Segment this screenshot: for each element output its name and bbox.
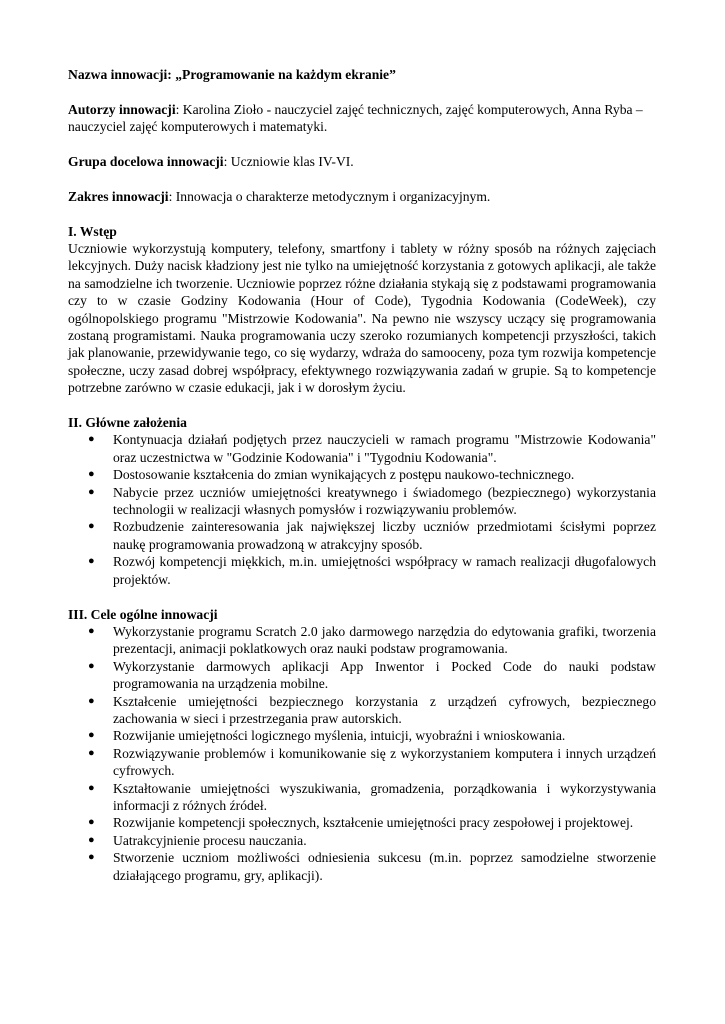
bullet-icon: ●	[88, 659, 95, 672]
innovation-scope	[68, 188, 656, 205]
bullet-icon: ●	[88, 624, 95, 637]
bullet-icon: ●	[88, 851, 95, 864]
document-body	[68, 66, 656, 901]
section-goals-title: III. Cele ogólne innowacji	[68, 606, 218, 622]
list-item	[68, 553, 656, 588]
innovation-name-value: „Programowanie na każdym ekranie”	[175, 67, 396, 82]
bullet-icon: ●	[88, 433, 95, 446]
list-item-text: Wykorzystanie darmowych aplikacji App Inwentor i Pocked Code do nauki podstaw programowania na urządzenia mobilne.	[113, 658, 656, 692]
authors-label: Autorzy innowacji	[68, 101, 176, 117]
list-item-text: Dostosowanie kształcenia do zmian wynikających z postępu naukowo-technicznego.	[113, 467, 575, 483]
bullet-icon: ●	[88, 833, 95, 846]
bullet-icon: ●	[88, 520, 95, 533]
innovation-name-label: Nazwa innowacji:	[68, 67, 172, 82]
list-item-text: Uatrakcyjnienie procesu nauczania.	[113, 832, 307, 848]
goals-list	[68, 623, 656, 884]
list-item	[68, 727, 656, 744]
list-item-text: Rozwiązywanie problemów i komunikowanie się z wykorzystaniem komputera i innych urządzeń cyfrowych.	[113, 745, 656, 779]
list-item	[68, 431, 656, 466]
list-item	[68, 780, 656, 815]
list-item	[68, 745, 656, 780]
list-item	[68, 518, 656, 553]
section-assumptions-title: II. Główne założenia	[68, 415, 187, 431]
bullet-icon: ●	[88, 485, 95, 498]
list-item-text: Stworzenie uczniom możliwości odniesienia sukcesu (m.in. poprzez samodzielne stworzenie działającego programu, gry, aplikacji).	[113, 850, 656, 883]
target-group-label: Grupa docelowa innowacji	[68, 154, 224, 169]
list-item	[68, 814, 656, 831]
list-item	[68, 466, 656, 483]
list-item-text: Rozbudzenie zainteresowania jak największej liczby uczniów przedmiotami ścisłymi poprzez naukę programowania prowadzoną w atrakcyjny sposób.	[113, 519, 656, 552]
innovation-name	[68, 66, 656, 83]
authors-value: : Karolina Zioło - nauczyciel zajęć technicznych, zajęć komputerowych, Anna Ryba – nauczyciel zajęć komputerowych i matematyki.	[68, 101, 643, 135]
list-item-text: Kształtowanie umiejętności wyszukiwania, gromadzenia, porządkowania i wykorzystywania informacji z różnych źródeł.	[113, 780, 656, 813]
target-group-value: : Uczniowie klas IV-VI.	[223, 154, 354, 169]
list-item-text: Rozwijanie kompetencji społecznych, kształcenie umiejętności pracy zespołowej i projektowej.	[113, 815, 634, 831]
bullet-icon: ●	[88, 781, 95, 794]
bullet-icon: ●	[88, 816, 95, 829]
section-intro-title: I. Wstęp	[68, 223, 117, 239]
target-group	[68, 153, 656, 170]
list-item	[68, 484, 656, 519]
innovation-authors	[68, 101, 656, 136]
assumptions-list	[68, 431, 656, 588]
bullet-icon: ●	[88, 555, 95, 568]
scope-value: : Innowacja o charakterze metodycznym i organizacyjnym.	[168, 188, 491, 204]
list-item	[68, 849, 656, 884]
bullet-icon: ●	[88, 694, 95, 707]
list-item-text: Kształcenie umiejętności bezpiecznego korzystania z urządzeń cyfrowych, bezpiecznego zachowania w sieci i przestrzegania praw autorskich.	[113, 693, 656, 726]
list-item-text: Wykorzystanie programu Scratch 2.0 jako darmowego narzędzia do edytowania grafiki, tworzenia prezentacji, animacji poklatkowych oraz nauki podstaw programowania.	[113, 623, 656, 657]
section-intro-text: Uczniowie wykorzystują komputery, telefony, smartfony i tablety w różny sposób na różnych zajęciach lekcyjnych. Duży nacisk kładziony jest nie tylko na umiejętność korzystania z gotowych aplikacji, ale także na samodzielne ich tworzenie. Uczniowie poprzez różne działania stykają się z podstawami programowania czy to w czasie Godziny Kodowania (Hour of Code), Tygodnia Kodowania (CodeWeek), czy ogólnopolskiego programu "Mistrzowie Kodowania". Na pewno nie wszyscy uczący się programowania zostaną programistami. Nauka programowania uczy szeroko rozumianych kompetencji przyszłości, takich jak planowanie, przewidywanie tego, co się wydarzy, wdraża do samooceny, poza tym rozwija kompetencje społeczne, uczy zasad dobrej współpracy, efektywnego rozwiązywania zadań w grupie. Są to kompetencje potrzebne zarówno w czasie edukacji, jak i w dorosłym życiu.	[68, 241, 656, 396]
bullet-icon: ●	[88, 746, 95, 759]
list-item-text: Nabycie przez uczniów umiejętności kreatywnego i świadomego (bezpiecznego) wykorzystania technologii w realizacji własnych pomysłów i rozwiązywaniu problemów.	[113, 484, 656, 518]
scope-label: Zakres innowacji	[68, 188, 169, 204]
list-item	[68, 693, 656, 728]
list-item-text: Rozwój kompetencji miękkich, m.in. umiejętności współpracy w ramach realizacji długofalowych projektów.	[113, 554, 656, 587]
list-item	[68, 623, 656, 658]
bullet-icon: ●	[88, 468, 95, 481]
list-item	[68, 658, 656, 693]
list-item-text: Rozwijanie umiejętności logicznego myślenia, intuicji, wyobraźni i wnioskowania.	[113, 728, 566, 744]
list-item-text: Kontynuacja działań podjętych przez nauczycieli w ramach programu "Mistrzowie Kodowania" oraz uczestnictwa w "Godzinie Kodowania" i "Tygodniu Kodowania".	[113, 432, 656, 465]
bullet-icon: ●	[88, 729, 95, 742]
list-item	[68, 832, 656, 849]
